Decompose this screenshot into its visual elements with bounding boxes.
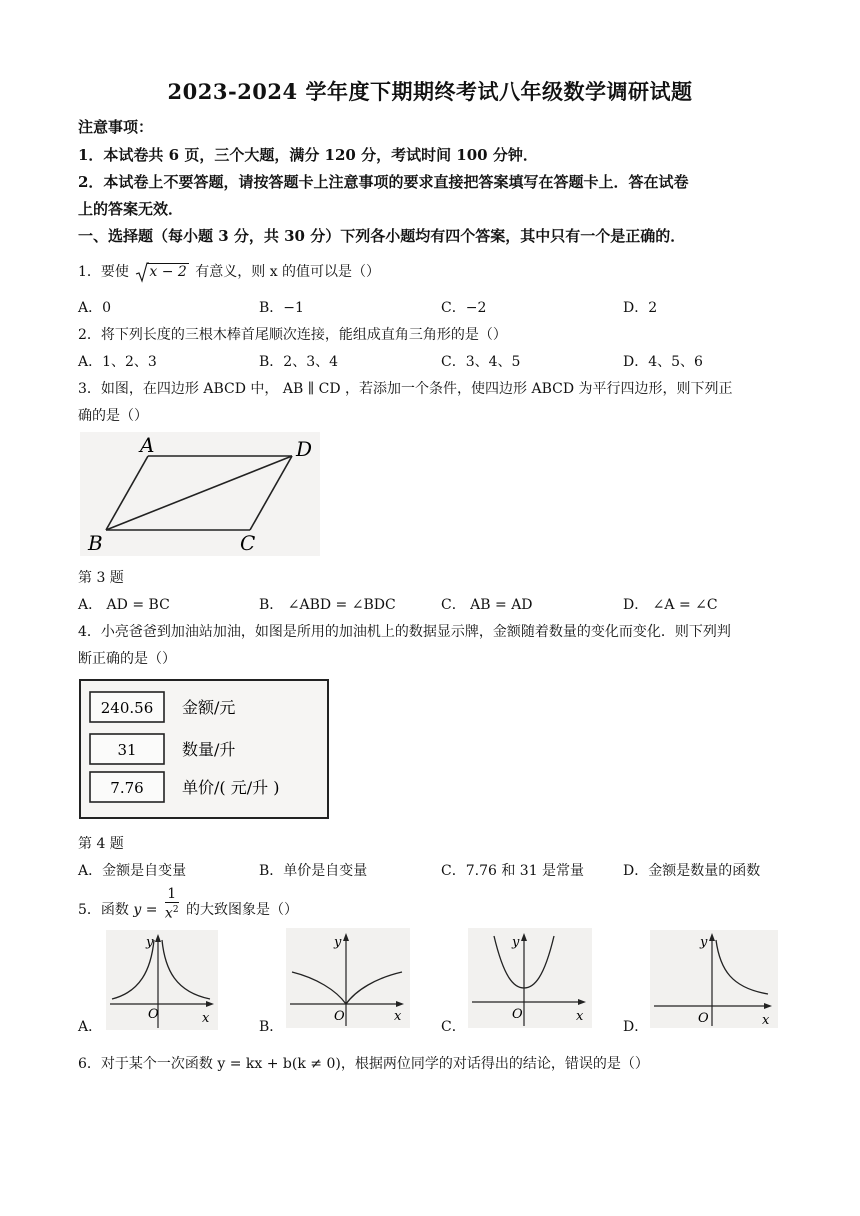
q5-graph-c[interactable] [468,928,592,1028]
question-1: 1．要使 x − 2 有意义，则 x 的值可以是（） [78,261,380,281]
figure-3-caption: 第 3 题 [78,570,124,586]
q4-option-a[interactable]: A．金额是自变量 [78,863,187,879]
q2-option-d[interactable]: D．4、5、6 [623,354,703,370]
fraction: $\frac{1}{x^2}$ [164,886,179,922]
q1-option-b[interactable]: B．−1 [259,300,304,316]
q3-option-a[interactable]: A． AD = BC [78,597,170,613]
q5-graph-d[interactable] [650,930,778,1028]
svg-text:y: y [146,935,154,950]
unit-price-value: 7.76 [110,779,144,797]
q5-option-b[interactable]: B． [259,1019,284,1035]
svg-text:O: O [512,1007,523,1022]
q5-graph-a[interactable] [106,930,218,1030]
quantity-value: 31 [117,741,137,759]
q4-option-c[interactable]: C．7.76 和 31 是常量 [441,863,585,879]
question-2: 2．将下列长度的三根木棒首尾顺次连接，能组成直角三角形的是（） [78,327,507,343]
question-6: 6．对于某个一次函数 y = kx + b(k ≠ 0)，根据两位同学的对话得出的结论，错误的是（） [78,1056,649,1072]
question-5: 5．函数 y = $\frac{1}{x^2}$ 的大致图象是（） [78,886,299,922]
q1-option-d[interactable]: D．2 [623,300,658,316]
question-4-cont: 断正确的是（） [78,651,176,667]
page-title: 2023-2024 学年度下期期终考试八年级数学调研试题 [167,79,693,104]
q1-option-c[interactable]: C．−2 [441,300,487,316]
svg-text:y: y [334,935,342,950]
vertex-a-label: A [140,433,155,457]
q5-option-a[interactable]: A． [78,1019,103,1035]
q2-option-a[interactable]: A．1、2、3 [78,354,157,370]
vertex-d-label: D [296,437,313,461]
quantity-label: 数量/升 [182,740,236,759]
unit-price-label: 单价/( 元/升 ) [182,778,280,797]
q2-option-c[interactable]: C．3、4、5 [441,354,521,370]
svg-text:y: y [512,935,520,950]
amount-label: 金额/元 [182,698,236,717]
svg-text:x: x [394,1009,402,1024]
q2-option-b[interactable]: B．2、3、4 [259,354,339,370]
fuel-pump-display [78,678,330,820]
amount-value: 240.56 [100,699,154,717]
notice-heading: 注意事项： [78,118,154,136]
sqrt-sign [135,262,149,284]
q4-option-d[interactable]: D．金额是数量的函数 [623,863,761,879]
svg-text:O: O [698,1011,709,1026]
svg-text:O: O [334,1009,345,1024]
q1-option-a[interactable]: A．0 [78,300,112,316]
notice-item-2-cont: 上的答案无效． [78,200,184,218]
q5-graph-b[interactable] [286,928,410,1028]
svg-text:x: x [202,1011,210,1026]
section-heading: 一、选择题（每小题 3 分，共 30 分）下列各小题均有四个答案，其中只有一个是正确的． [78,227,686,245]
question-3-cont: 确的是（） [78,408,148,424]
svg-text:y: y [700,935,708,950]
vertex-b-label: B [88,531,103,555]
parallelogram-figure [80,432,320,556]
figure-4-caption: 第 4 题 [78,836,124,852]
svg-text:x: x [576,1009,584,1024]
vertex-c-label: C [240,531,256,555]
svg-text:O: O [148,1007,159,1022]
q3-option-b[interactable]: B． ∠ABD = ∠BDC [259,597,396,613]
q4-option-b[interactable]: B．单价是自变量 [259,863,368,879]
q5-option-d[interactable]: D． [623,1019,649,1035]
svg-text:x: x [762,1013,770,1028]
question-4: 4．小亮爸爸到加油站加油，如图是所用的加油机上的数据显示牌，金额随着数量的变化而变化．则下列判 [78,624,731,640]
q3-option-c[interactable]: C． AB = AD [441,597,533,613]
notice-item-1: 1．本试卷共 6 页，三个大题，满分 120 分，考试时间 100 分钟． [78,146,538,164]
q5-option-c[interactable]: C． [441,1019,466,1035]
q3-option-d[interactable]: D． ∠A = ∠C [623,597,718,613]
notice-item-2: 2．本试卷上不要答题，请按答题卡上注意事项的要求直接把答案填写在答题卡上．答在试卷 [78,173,689,191]
question-3: 3．如图，在四边形 ABCD 中， AB ∥ CD ，若添加一个条件，使四边形 ABCD 为平行四边形，则下列正 [78,381,733,397]
